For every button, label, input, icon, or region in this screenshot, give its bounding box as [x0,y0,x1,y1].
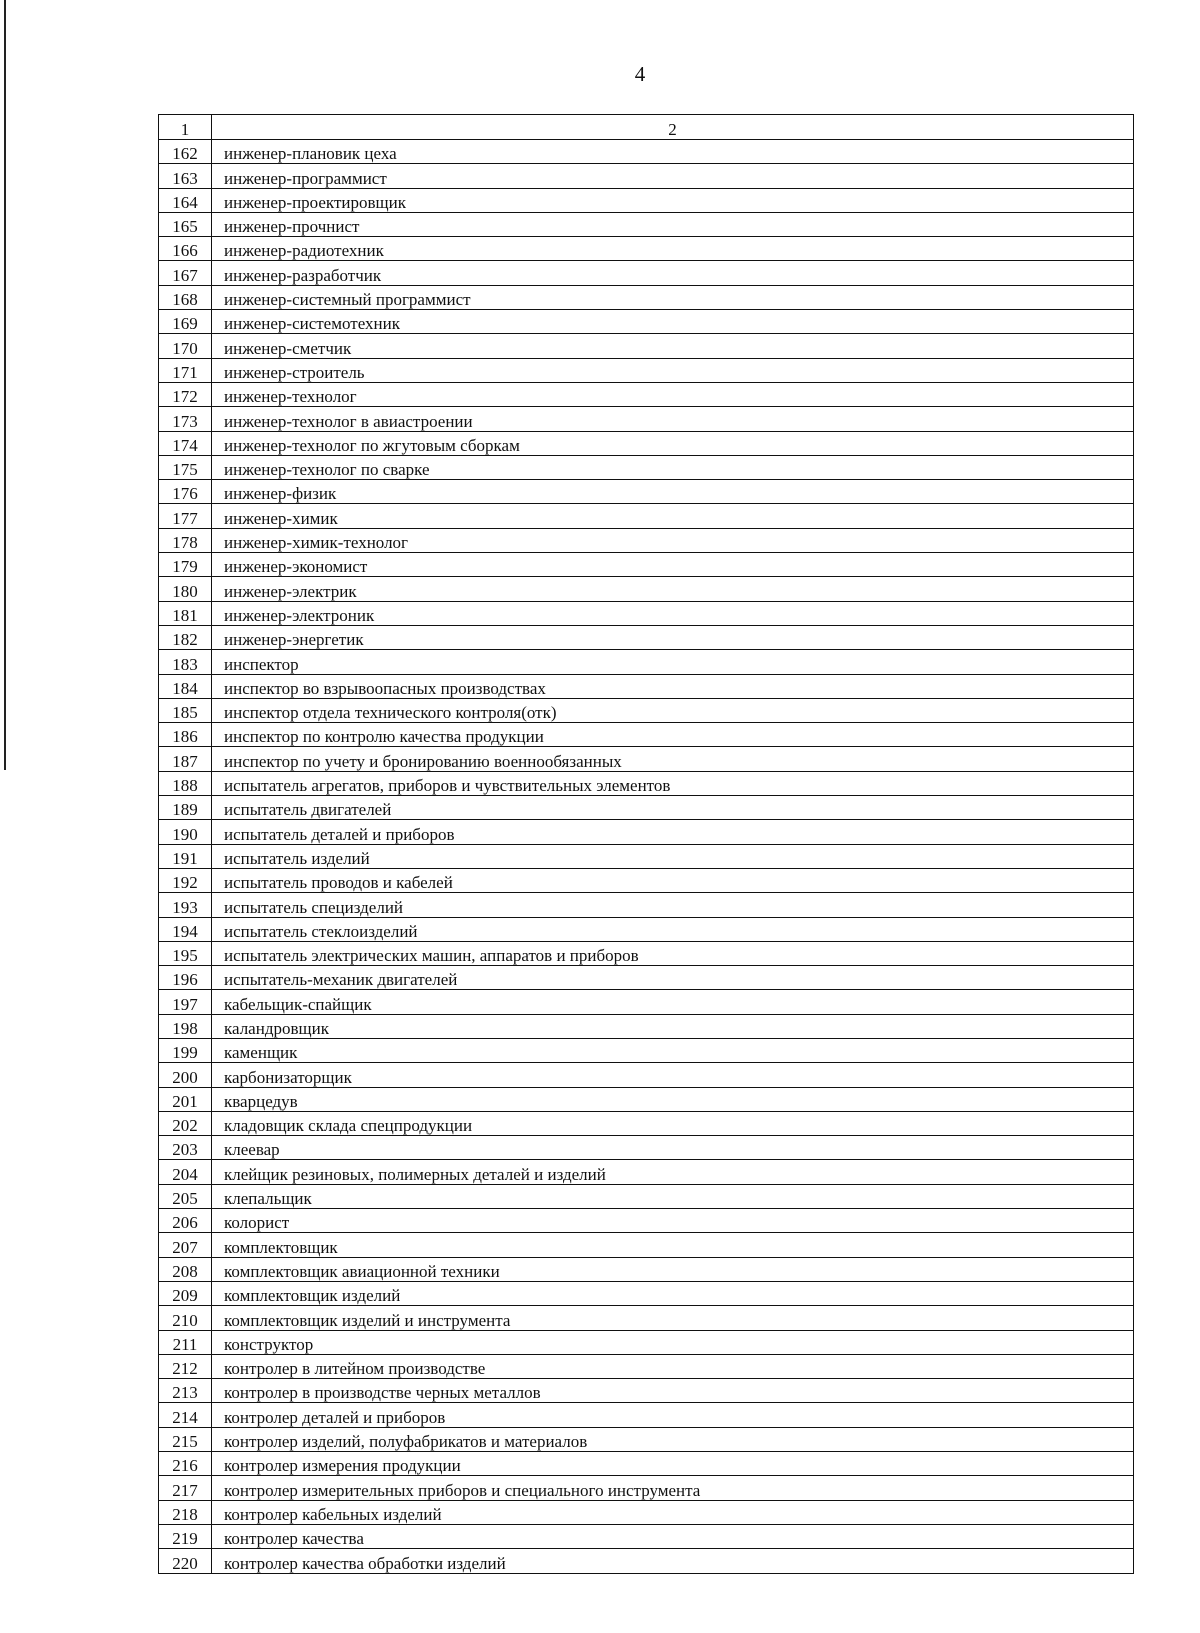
row-number: 205 [159,1184,212,1208]
profession-name: инспектор во взрывоопасных производствах [212,674,1134,698]
profession-name: контролер качества [212,1524,1134,1548]
column-header-name: 2 [212,115,1134,140]
profession-name: инженер-электроник [212,601,1134,625]
profession-name: контролер в литейном производстве [212,1354,1134,1378]
column-header-number: 1 [159,115,212,140]
profession-name: кладовщик склада спецпродукции [212,1111,1134,1135]
profession-name: комплектовщик [212,1233,1134,1257]
table-row [159,1184,1134,1208]
profession-name: каменщик [212,1038,1134,1062]
table-row [159,358,1134,382]
table-row [159,1354,1134,1378]
table-row [159,553,1134,577]
table-row [159,431,1134,455]
profession-name: контролер изделий, полуфабрикатов и материалов [212,1427,1134,1451]
profession-name: инженер-системный программист [212,285,1134,309]
profession-name: контролер измерительных приборов и специального инструмента [212,1476,1134,1500]
row-number: 201 [159,1087,212,1111]
table-row [159,1452,1134,1476]
table-row [159,504,1134,528]
row-number: 203 [159,1136,212,1160]
profession-name: комплектовщик изделий и инструмента [212,1306,1134,1330]
row-number: 209 [159,1281,212,1305]
profession-name: конструктор [212,1330,1134,1354]
table-row [159,1257,1134,1281]
table-row [159,820,1134,844]
row-number: 181 [159,601,212,625]
table-row [159,1330,1134,1354]
row-number: 177 [159,504,212,528]
table-row [159,1063,1134,1087]
profession-name: испытатель изделий [212,844,1134,868]
profession-name: инженер-строитель [212,358,1134,382]
row-number: 207 [159,1233,212,1257]
row-number: 180 [159,577,212,601]
table-row [159,893,1134,917]
row-number: 169 [159,310,212,334]
table-row [159,747,1134,771]
row-number: 197 [159,990,212,1014]
row-number: 179 [159,553,212,577]
table-row [159,1500,1134,1524]
table-row [159,1233,1134,1257]
row-number: 196 [159,966,212,990]
profession-name: контролер кабельных изделий [212,1500,1134,1524]
profession-name: инженер-плановик цеха [212,140,1134,164]
profession-name: комплектовщик авиационной техники [212,1257,1134,1281]
profession-name: инженер-технолог [212,382,1134,406]
table-row [159,577,1134,601]
profession-name: инженер-системотехник [212,310,1134,334]
page-number: 4 [634,62,646,86]
profession-name: инженер-технолог в авиастроении [212,407,1134,431]
table-row [159,212,1134,236]
table-row [159,698,1134,722]
profession-name: инспектор по контролю качества продукции [212,723,1134,747]
row-number: 163 [159,164,212,188]
row-number: 188 [159,771,212,795]
profession-name: инженер-энергетик [212,625,1134,649]
profession-name: контролер качества обработки изделий [212,1549,1134,1573]
row-number: 164 [159,188,212,212]
row-number: 191 [159,844,212,868]
table-row [159,771,1134,795]
profession-name: испытатель агрегатов, приборов и чувствительных элементов [212,771,1134,795]
row-number: 193 [159,893,212,917]
profession-name: инженер-радиотехник [212,237,1134,261]
profession-name: испытатель электрических машин, аппаратов и приборов [212,941,1134,965]
table-row [159,382,1134,406]
table-row [159,164,1134,188]
row-number: 178 [159,528,212,552]
profession-name: клепальщик [212,1184,1134,1208]
table-row [159,334,1134,358]
table-row [159,1014,1134,1038]
profession-name: колорист [212,1209,1134,1233]
table-row [159,188,1134,212]
professions-table [158,114,1134,1574]
table-row [159,966,1134,990]
row-number: 218 [159,1500,212,1524]
profession-name: инженер-проектировщик [212,188,1134,212]
profession-name: каландровщик [212,1014,1134,1038]
row-number: 210 [159,1306,212,1330]
row-number: 167 [159,261,212,285]
profession-name: инженер-сметчик [212,334,1134,358]
row-number: 200 [159,1063,212,1087]
row-number: 171 [159,358,212,382]
row-number: 190 [159,820,212,844]
row-number: 216 [159,1452,212,1476]
row-number: 217 [159,1476,212,1500]
row-number: 176 [159,480,212,504]
table-row [159,237,1134,261]
table-row [159,1306,1134,1330]
profession-name: испытатель специзделий [212,893,1134,917]
table-row [159,1281,1134,1305]
row-number: 186 [159,723,212,747]
row-number: 172 [159,382,212,406]
profession-name: инженер-электрик [212,577,1134,601]
row-number: 168 [159,285,212,309]
profession-name: испытатель деталей и приборов [212,820,1134,844]
profession-name: комплектовщик изделий [212,1281,1134,1305]
profession-name: инженер-экономист [212,553,1134,577]
table-row [159,674,1134,698]
row-number: 199 [159,1038,212,1062]
row-number: 192 [159,868,212,892]
profession-name: инженер-технолог по сварке [212,455,1134,479]
profession-name: кабельщик-спайщик [212,990,1134,1014]
table-header-row [159,115,1134,140]
row-number: 195 [159,941,212,965]
table-row [159,480,1134,504]
table-row [159,941,1134,965]
row-number: 211 [159,1330,212,1354]
table-row [159,1403,1134,1427]
table-row [159,1136,1134,1160]
table-row [159,1476,1134,1500]
profession-name: инспектор отдела технического контроля(отк) [212,698,1134,722]
row-number: 183 [159,650,212,674]
scan-edge-line [4,0,6,770]
table-row [159,1379,1134,1403]
profession-name: кварцедув [212,1087,1134,1111]
row-number: 194 [159,917,212,941]
profession-name: клейщик резиновых, полимерных деталей и изделий [212,1160,1134,1184]
row-number: 184 [159,674,212,698]
table-row [159,1427,1134,1451]
profession-name: контролер измерения продукции [212,1452,1134,1476]
row-number: 173 [159,407,212,431]
row-number: 166 [159,237,212,261]
table-row [159,140,1134,164]
row-number: 220 [159,1549,212,1573]
profession-name: клеевар [212,1136,1134,1160]
table-row [159,1160,1134,1184]
row-number: 162 [159,140,212,164]
profession-name: инспектор [212,650,1134,674]
table-row [159,285,1134,309]
table-row [159,625,1134,649]
row-number: 215 [159,1427,212,1451]
row-number: 214 [159,1403,212,1427]
table-row [159,1549,1134,1573]
profession-name: инженер-физик [212,480,1134,504]
table-row [159,650,1134,674]
profession-name: испытатель проводов и кабелей [212,868,1134,892]
row-number: 204 [159,1160,212,1184]
table-row [159,844,1134,868]
table-row [159,1087,1134,1111]
profession-name: инженер-химик [212,504,1134,528]
table-row [159,261,1134,285]
profession-name: испытатель двигателей [212,796,1134,820]
profession-name: инженер-прочнист [212,212,1134,236]
table-row [159,1209,1134,1233]
row-number: 198 [159,1014,212,1038]
profession-name: контролер деталей и приборов [212,1403,1134,1427]
table-row [159,917,1134,941]
row-number: 175 [159,455,212,479]
profession-name: инженер-технолог по жгутовым сборкам [212,431,1134,455]
profession-name: инженер-программист [212,164,1134,188]
table-row [159,723,1134,747]
table-row [159,1038,1134,1062]
profession-name: инженер-химик-технолог [212,528,1134,552]
row-number: 219 [159,1524,212,1548]
table-row [159,990,1134,1014]
row-number: 202 [159,1111,212,1135]
table-row [159,310,1134,334]
table-row [159,796,1134,820]
table-row [159,407,1134,431]
row-number: 185 [159,698,212,722]
table-row [159,455,1134,479]
table-row [159,528,1134,552]
row-number: 174 [159,431,212,455]
profession-name: инженер-разработчик [212,261,1134,285]
row-number: 187 [159,747,212,771]
profession-name: испытатель-механик двигателей [212,966,1134,990]
row-number: 208 [159,1257,212,1281]
profession-name: испытатель стеклоизделий [212,917,1134,941]
row-number: 165 [159,212,212,236]
row-number: 170 [159,334,212,358]
row-number: 189 [159,796,212,820]
profession-name: инспектор по учету и бронированию военнообязанных [212,747,1134,771]
table-row [159,868,1134,892]
row-number: 206 [159,1209,212,1233]
table-row [159,601,1134,625]
profession-name: контролер в производстве черных металлов [212,1379,1134,1403]
table-row [159,1524,1134,1548]
profession-name: карбонизаторщик [212,1063,1134,1087]
row-number: 182 [159,625,212,649]
table-row [159,1111,1134,1135]
row-number: 212 [159,1354,212,1378]
row-number: 213 [159,1379,212,1403]
